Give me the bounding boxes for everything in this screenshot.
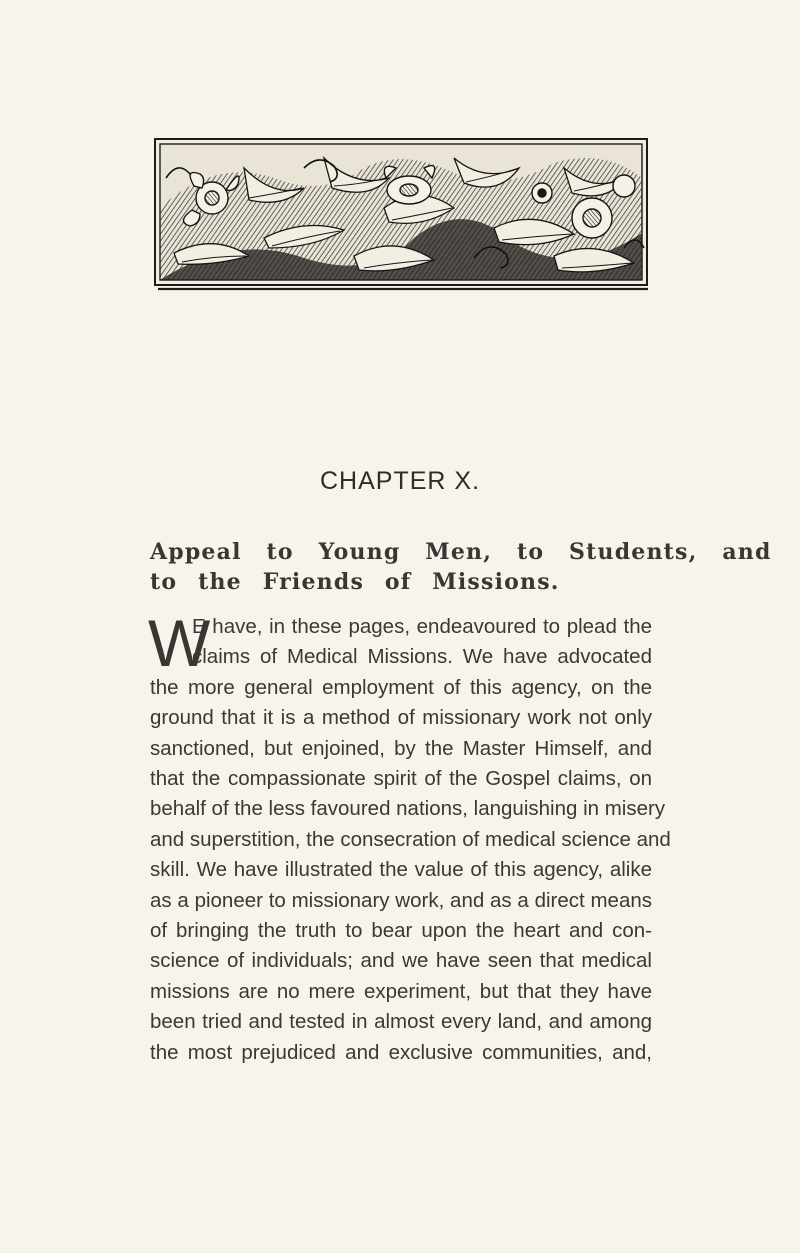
text-line: that the compassionate spirit of the Gospel claims, on [150, 767, 652, 791]
text-line: sanctioned, but enjoined, by the Master Himself, and [150, 736, 652, 760]
chapter-heading: CHAPTER X. [319, 467, 481, 495]
subtitle-line-2: to the Friends of Missions. [150, 569, 560, 595]
drop-cap: W [148, 606, 211, 680]
text-line: the more general employment of this agency, on the [150, 675, 652, 699]
text-line: ground that it is a method of missionary work not only [150, 706, 652, 730]
text-line: the most prejudiced and exclusive communities, and, [150, 1040, 652, 1064]
text-line: of bringing the truth to bear upon the heart and con- [150, 919, 652, 943]
text-line: behalf of the less favoured nations, languishing in misery [150, 797, 666, 821]
body-paragraph [148, 606, 671, 1068]
subtitle-line-1: Appeal to Young Men, to Students, and [150, 539, 772, 565]
text-line: E have, in these pages, endeavoured to plead the [192, 615, 652, 638]
text-line: skill. We have illustrated the value of this agency, alike [150, 858, 652, 882]
text-line: and superstition, the consecration of medical science and [150, 827, 671, 851]
text-line: claims of Medical Missions. We have advocated [192, 645, 652, 669]
text-line: as a pioneer to missionary work, and as a direct means [150, 888, 652, 912]
chapter-subtitle [150, 537, 772, 597]
text-line: missions are no mere experiment, but that they have [150, 979, 652, 1003]
floral-headpiece [154, 138, 648, 292]
floral-ornament-icon [154, 138, 648, 292]
text-line: been tried and tested in almost every land, and among [150, 1010, 652, 1034]
text-line: science of individuals; and we have seen that medical [150, 949, 652, 973]
